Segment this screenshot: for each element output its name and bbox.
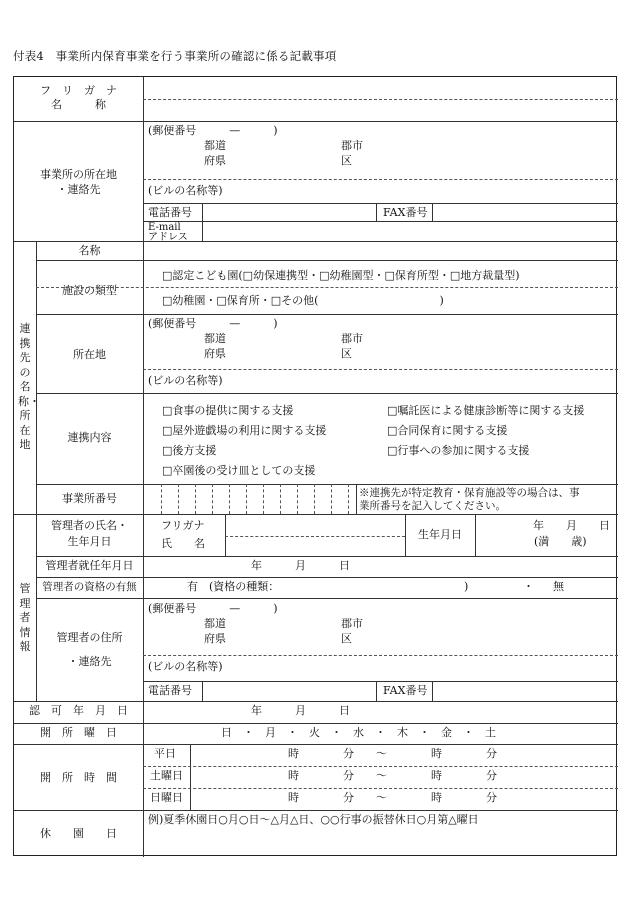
- qualification-close-paren: ): [464, 580, 469, 593]
- fuken-text: 府県: [204, 347, 226, 360]
- manager-qualification-label: 管理者の資格の有無: [42, 581, 137, 593]
- qualification-separator: ・: [523, 580, 534, 593]
- manager-name-field[interactable]: [226, 537, 405, 556]
- hours-saturday-label: 土曜日: [150, 769, 183, 782]
- manager-fax-label: FAX番号: [383, 684, 428, 697]
- partner-location-label: 所在地: [73, 348, 106, 361]
- facility-type-label: 施設の類型: [62, 284, 117, 297]
- partner-name-field[interactable]: [144, 242, 618, 260]
- support-playground-checkbox[interactable]: □屋外遊戯場の利用に関する支援: [162, 424, 327, 437]
- approval-date-label: 認 可 年 月 日: [29, 704, 128, 717]
- manager-furigana-label: フリガナ: [161, 519, 205, 532]
- holiday-example-text: 例)夏季休園日○月○日～△月△日、○○行事の振替休日○月第△曜日: [148, 813, 479, 826]
- qualification-no-option[interactable]: 無: [553, 580, 564, 593]
- office-address-label-2: ・連絡先: [56, 183, 101, 196]
- manager-age-value[interactable]: (満 歳): [534, 535, 587, 548]
- gunshi-text: 郡市: [341, 139, 363, 152]
- office-fax-field[interactable]: [433, 204, 618, 221]
- qualification-yes-option[interactable]: 有 (資格の種類：: [187, 580, 280, 593]
- office-postal-code: (郵便番号 — ): [148, 124, 278, 137]
- support-graduation-checkbox[interactable]: □卒園後の受け皿としての支援: [162, 464, 316, 477]
- partner-building-label: (ビルの名称等): [148, 374, 223, 387]
- approval-date-value[interactable]: 年 月 日: [251, 704, 350, 717]
- todofuken-text: 都道: [204, 139, 226, 152]
- name-field[interactable]: [144, 100, 618, 121]
- hours-sunday-label: 日曜日: [150, 791, 183, 804]
- todofuken-text: 都道: [204, 332, 226, 345]
- hours-weekday-value[interactable]: 時 分 ～ 時 分: [288, 747, 497, 760]
- hours-sunday-value[interactable]: 時 分 ～ 時 分: [288, 791, 497, 804]
- office-building-label: (ビルの名称等): [148, 184, 223, 197]
- facility-type-option-1[interactable]: □認定こども園(□幼保連携型・□幼稚園型・□保育所型・□地方裁量型): [162, 269, 520, 282]
- office-email-field[interactable]: [203, 222, 618, 241]
- manager-birth-label: 生年月日: [418, 528, 462, 541]
- office-fax-label: FAX番号: [383, 206, 428, 219]
- holiday-field[interactable]: [144, 829, 618, 857]
- manager-phone-field[interactable]: [203, 682, 376, 701]
- office-number-note-1: ※連携先が特定教育・保育施設等の場合は、事: [359, 487, 580, 499]
- open-days-label: 開 所 曜 日: [40, 726, 117, 739]
- facility-type-option-2[interactable]: □幼稚園・□保育所・□その他( ): [162, 294, 444, 307]
- office-phone-label: 電話番号: [148, 206, 192, 219]
- page-title: 付表4 事業所内保育事業を行う事業所の確認に係る記載事項: [13, 49, 337, 63]
- fuken-text: 府県: [204, 632, 226, 645]
- manager-shimei-label: 氏 名: [161, 537, 205, 550]
- partner-content-label: 連携内容: [67, 431, 112, 444]
- ku-text: 区: [341, 154, 352, 167]
- partner-side-label: 連携先の名称・所在地: [18, 322, 40, 451]
- manager-building-label: (ビルの名称等): [148, 660, 223, 673]
- ku-text: 区: [341, 632, 352, 645]
- open-days-value[interactable]: 日 ・ 月 ・ 火 ・ 水 ・ 木 ・ 金 ・ 土: [221, 726, 496, 739]
- manager-furigana-field[interactable]: [226, 515, 405, 536]
- manager-postal-code: (郵便番号 — ): [148, 602, 278, 615]
- manager-side-label: 管理者情報: [19, 582, 31, 653]
- support-joint-care-checkbox[interactable]: □合同保育に関する支援: [387, 424, 508, 437]
- open-hours-label: 開 所 時 間: [40, 771, 117, 784]
- office-number-note-2: 業所番号を記入してください。: [359, 500, 506, 512]
- email-label-2: アドレス: [148, 232, 188, 243]
- support-backup-checkbox[interactable]: □後方支援: [162, 444, 217, 457]
- fuken-text: 府県: [204, 154, 226, 167]
- manager-birth-value[interactable]: 年 月 日: [533, 519, 610, 532]
- name-label: 名 称: [51, 98, 106, 111]
- support-meal-checkbox[interactable]: □食事の提供に関する支援: [162, 404, 294, 417]
- partner-postal-code: (郵便番号 — ): [148, 317, 278, 330]
- gunshi-text: 郡市: [341, 617, 363, 630]
- gunshi-text: 郡市: [341, 332, 363, 345]
- manager-address-label-2: ・連絡先: [67, 655, 112, 668]
- furigana-label: フ リ ガ ナ: [40, 84, 117, 97]
- office-number-field[interactable]: [144, 485, 355, 514]
- confirmation-form: [13, 76, 617, 856]
- ku-text: 区: [341, 347, 352, 360]
- manager-address-label-1: 管理者の住所: [56, 631, 123, 644]
- manager-phone-label: 電話番号: [148, 684, 192, 697]
- manager-appointed-value[interactable]: 年 月 日: [251, 559, 350, 572]
- manager-fax-field[interactable]: [433, 682, 618, 701]
- manager-name-label-1: 管理者の氏名・: [51, 519, 128, 532]
- furigana-field[interactable]: [144, 77, 618, 99]
- office-phone-field[interactable]: [203, 204, 376, 221]
- hours-weekday-label: 平日: [154, 747, 176, 760]
- support-doctor-checkbox[interactable]: □嘱託医による健康診断等に関する支援: [387, 404, 585, 417]
- office-address-label-1: 事業所の所在地: [40, 168, 117, 181]
- partner-name-label: 名称: [78, 244, 101, 257]
- todofuken-text: 都道: [204, 617, 226, 630]
- support-events-checkbox[interactable]: □行事への参加に関する支援: [387, 444, 530, 457]
- manager-name-label-2: 生年月日: [67, 535, 112, 548]
- hours-saturday-value[interactable]: 時 分 ～ 時 分: [288, 769, 497, 782]
- office-number-label: 事業所番号: [62, 492, 117, 505]
- email-label-1: E-mail: [148, 222, 181, 233]
- manager-appointed-label: 管理者就任年月日: [45, 559, 134, 572]
- holiday-label: 休 園 日: [40, 827, 117, 840]
